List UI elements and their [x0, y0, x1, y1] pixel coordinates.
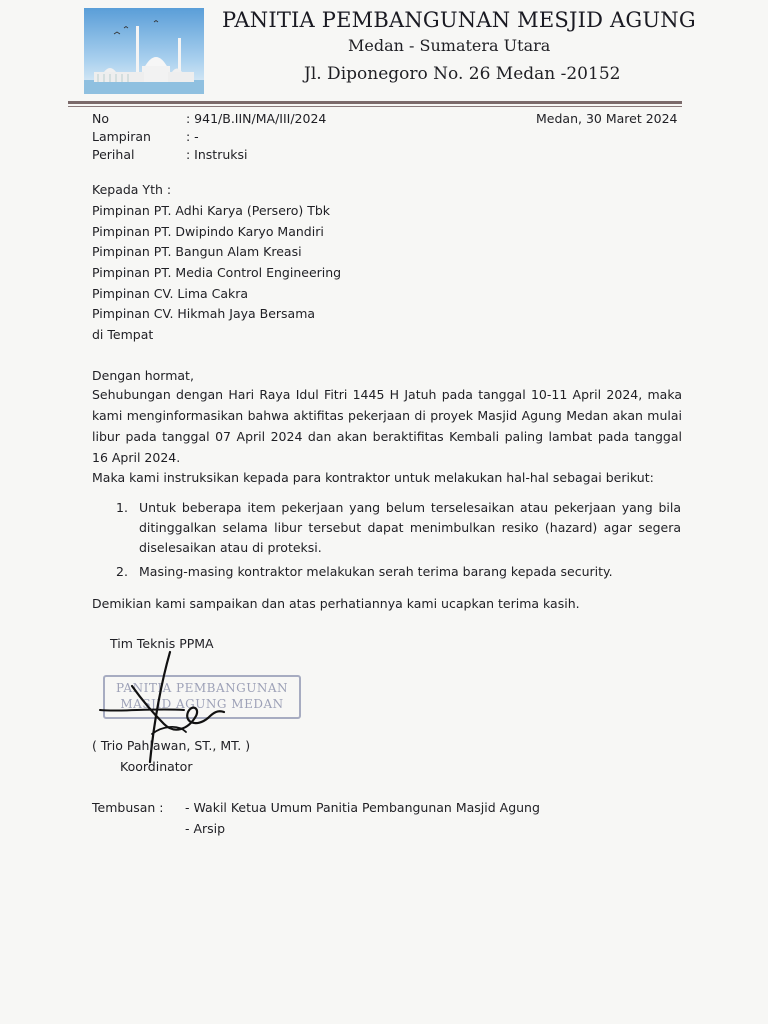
subject-label: Perihal — [92, 147, 135, 162]
list-number: 2. — [116, 564, 128, 579]
recipient-item: Pimpinan PT. Dwipindo Karyo Mandiri — [92, 224, 324, 239]
recipient-item: Pimpinan CV. Lima Cakra — [92, 286, 249, 301]
mosque-logo — [84, 8, 204, 94]
recipient-greeting: Kepada Yth : — [92, 182, 172, 197]
letter-date: Medan, 30 Maret 2024 — [536, 111, 678, 126]
instruction-item: Masing-masing kontraktor melakukan serah terima barang kepada security. — [139, 564, 613, 579]
instruction-item: Untuk beberapa item pekerjaan yang belum terselesaikan atau pekerjaan yang bila ditinggalkan selama libur tersebut dapat menimbulkan resiko (hazard) agar segera diselesaikan atau di proteksi. — [139, 500, 681, 555]
organization-city: Medan - Sumatera Utara — [348, 36, 551, 55]
signatory-role: Koordinator — [120, 759, 193, 774]
cc-item: - Arsip — [185, 821, 226, 836]
organization-address: Jl. Diponegoro No. 26 Medan -20152 — [304, 64, 621, 84]
list-number: 1. — [116, 500, 128, 515]
signatory-name: ( Trio Pahlawan, ST., MT. ) — [92, 738, 251, 753]
stamp-line: PANITIA PEMBANGUNAN — [115, 681, 289, 695]
recipient-place: di Tempat — [92, 327, 154, 342]
letter-number-label: No — [92, 111, 109, 126]
cc-item: - Wakil Ketua Umum Panitia Pembangunan Masjid Agung — [185, 800, 540, 815]
closing-sentence: Demikian kami sampaikan dan atas perhatiannya kami ucapkan terima kasih. — [92, 596, 580, 611]
header-divider-thin — [68, 106, 682, 107]
cc-label: Tembusan : — [92, 800, 164, 815]
signatory-team: Tim Teknis PPMA — [110, 636, 214, 651]
attachment-label: Lampiran — [92, 129, 151, 144]
recipient-item: Pimpinan PT. Bangun Alam Kreasi — [92, 244, 302, 259]
subject-value: : Instruksi — [186, 147, 248, 162]
attachment-value: : - — [186, 129, 199, 144]
body-paragraph: Sehubungan dengan Hari Raya Idul Fitri 1445 H Jatuh pada tanggal 10-11 April 2024, maka kami menginformasikan bahwa aktifitas pekerjaan di proyek Masjid Agung Medan akan mulai libur pada tanggal 07 April 2024 dan akan beraktifitas Kembali paling lambat pada tanggal 16 April 2024. — [92, 387, 682, 465]
recipient-item: Pimpinan PT. Adhi Karya (Persero) Tbk — [92, 203, 331, 218]
salutation: Dengan hormat, — [92, 368, 194, 383]
organization-title: PANITIA PEMBANGUNAN MESJID AGUNG — [222, 8, 696, 32]
recipient-item: Pimpinan PT. Media Control Engineering — [92, 265, 342, 280]
instruction-intro: Maka kami instruksikan kepada para kontraktor untuk melakukan hal-hal sebagai berikut: — [92, 470, 654, 485]
letter-number-value: : 941/B.IIN/MA/III/2024 — [186, 111, 327, 126]
header-divider — [68, 101, 682, 104]
stamp-line: MASJID AGUNG MEDAN — [120, 697, 284, 711]
recipient-item: Pimpinan CV. Hikmah Jaya Bersama — [92, 306, 316, 321]
